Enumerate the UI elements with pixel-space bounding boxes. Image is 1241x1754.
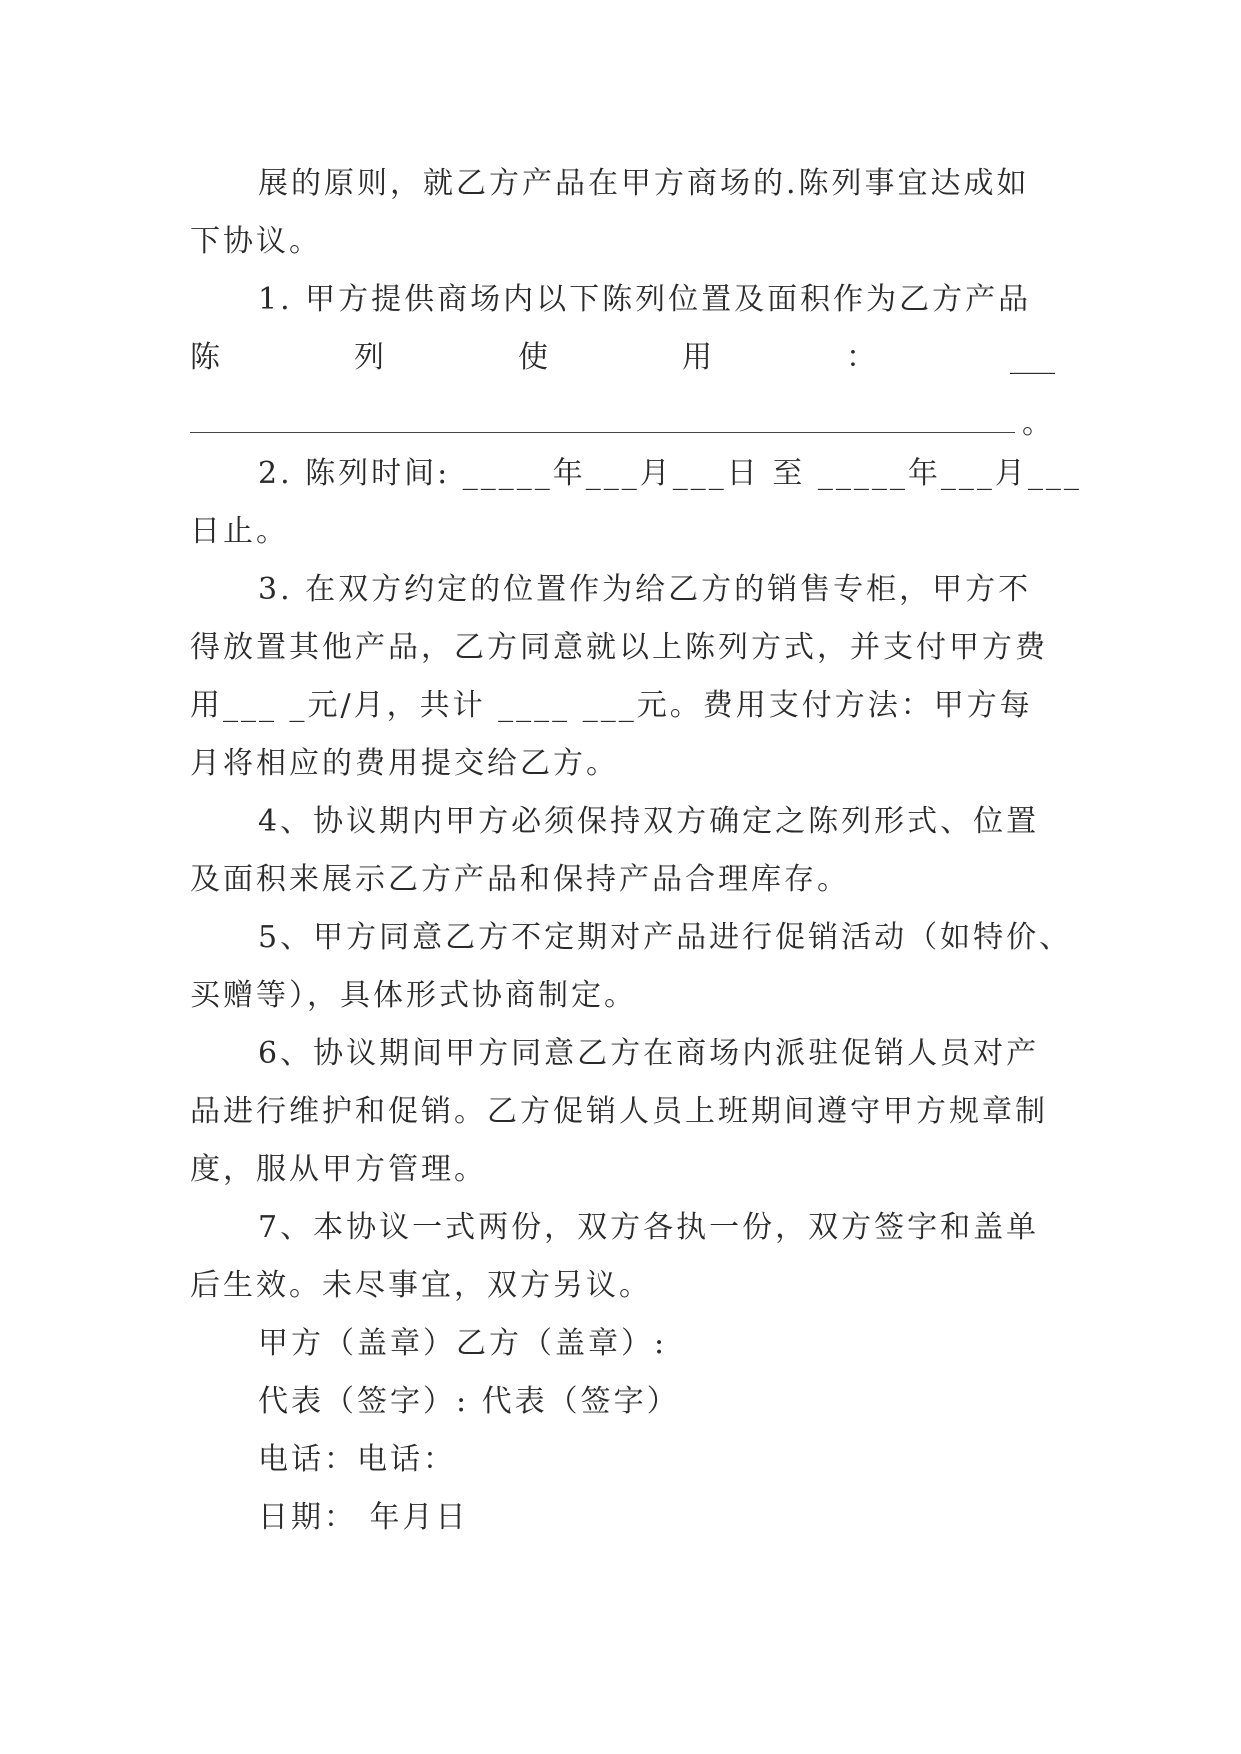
clause-1-fill-line — [190, 404, 1055, 444]
spread-word-2: 列 — [354, 340, 384, 375]
clause-2-line-1: 2. 陈列时间: _____年___月___日 至 _____年___月___ — [258, 456, 1082, 491]
fill-in-blank — [190, 404, 1015, 433]
text-line-1: 展的原则，就乙方产品在甲方商场的.陈列事宜达成如 — [258, 166, 1030, 201]
clause-1-line-1: 1. 甲方提供商场内以下陈列位置及面积作为乙方产品 — [258, 282, 1032, 317]
spread-blank: ___ — [1010, 340, 1055, 375]
signature-phone-line: 电话：电话： — [258, 1442, 456, 1477]
clause-3-line-4: 月将相应的费用提交给乙方。 — [190, 746, 619, 781]
clause-7-line-2: 后生效。未尽事宜，双方另议。 — [190, 1268, 652, 1303]
period-mark: 。 — [1022, 406, 1055, 441]
clause-3-line-2: 得放置其他产品，乙方同意就以上陈列方式，并支付甲方费 — [190, 630, 1048, 665]
clause-6-line-1: 6、协议期间甲方同意乙方在商场内派驻促销人员对产 — [258, 1036, 1040, 1071]
spread-colon: ： — [846, 340, 876, 375]
clause-4-line-2: 及面积来展示乙方产品和保持产品合理库存。 — [190, 862, 850, 897]
signature-representative-line: 代表（签字）: 代表（签字） — [258, 1384, 680, 1419]
clause-7-line-1: 7、本协议一式两份，双方各执一份，双方签字和盖单 — [258, 1210, 1040, 1245]
clause-3-line-1: 3. 在双方约定的位置作为给乙方的销售专柜，甲方不 — [258, 572, 1032, 607]
text-line-2: 下协议。 — [190, 224, 322, 259]
clause-5-line-1: 5、甲方同意乙方不定期对产品进行促销活动（如特价、 — [258, 920, 1073, 955]
clause-3-line-3: 用___ _元/月，共计 ____ ___元。费用支付方法：甲方每 — [190, 688, 1033, 723]
spread-word-3: 使 — [518, 340, 548, 375]
clause-6-line-3: 度，服从甲方管理。 — [190, 1152, 487, 1187]
spread-word-1: 陈 — [190, 340, 220, 375]
spread-word-4: 用 — [682, 340, 712, 375]
clause-2-line-2: 日止。 — [190, 514, 289, 549]
clause-6-line-2: 品进行维护和促销。乙方促销人员上班期间遵守甲方规章制 — [190, 1094, 1048, 1129]
clause-5-line-2: 买赠等），具体形式协商制定。 — [190, 978, 637, 1013]
clause-4-line-1: 4、协议期内甲方必须保持双方确定之陈列形式、位置 — [258, 804, 1040, 839]
signature-date-line: 日期： 年月日 — [258, 1500, 469, 1535]
signature-seal-line: 甲方（盖章）乙方（盖章）: — [258, 1326, 668, 1361]
clause-1-spread-line — [190, 338, 1055, 378]
